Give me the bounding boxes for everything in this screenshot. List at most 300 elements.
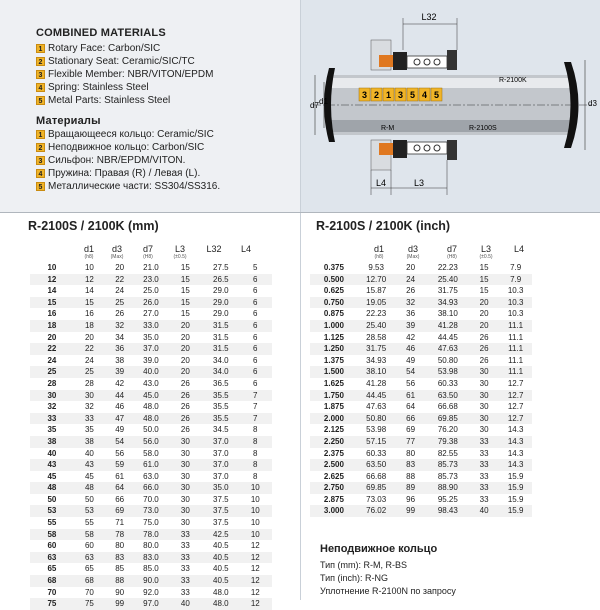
table-cell: 22.23 xyxy=(366,309,387,319)
table-cell: 66.68 xyxy=(437,402,458,412)
table-cell: 88 xyxy=(105,575,134,587)
table-cell: 56 xyxy=(115,448,125,458)
table-cell: 69 xyxy=(406,425,416,435)
material-text: Вращающееся кольцо: Ceramic/SIC xyxy=(48,129,214,140)
table-cell: 42 xyxy=(406,332,416,342)
table-row xyxy=(310,413,532,425)
column-header xyxy=(499,244,539,254)
table-cell: 43 xyxy=(74,459,105,471)
table-cell: 6 xyxy=(239,274,272,286)
number-badge: 4 xyxy=(36,169,45,178)
column-header xyxy=(226,244,266,254)
table-cell: 15 xyxy=(168,297,203,309)
table-cell: 41.28 xyxy=(366,378,387,388)
table-cell: 50 xyxy=(84,494,94,504)
table-cell: 63.50 xyxy=(358,459,395,471)
row-size-cell: 48 xyxy=(30,482,74,494)
table-cell: 39.0 xyxy=(143,355,159,365)
table-cell: 53 xyxy=(74,505,105,517)
table-cell: 30 xyxy=(180,518,190,528)
materials-en-list xyxy=(36,42,213,107)
row-size-cell: 43 xyxy=(30,459,74,471)
table-cell: 8 xyxy=(239,459,272,471)
row-size-cell: 18 xyxy=(30,320,74,332)
table-cell: 68 xyxy=(74,575,105,587)
tables-divider xyxy=(300,213,301,600)
table-cell: 85 xyxy=(115,564,125,574)
row-size-cell: 50 xyxy=(47,494,57,504)
number-badge: 5 xyxy=(36,96,45,105)
table-cell: 48.0 xyxy=(134,413,167,425)
table-cell: 32 xyxy=(84,402,94,412)
table-cell: 12 xyxy=(239,575,272,587)
row-size-cell: 10 xyxy=(47,263,57,272)
label-d7: d7 xyxy=(310,101,319,110)
row-size-cell: 1.250 xyxy=(310,343,358,355)
table-cell: 28 xyxy=(84,378,94,388)
table-cell: 40 xyxy=(168,598,203,610)
table-cell: 20 xyxy=(469,320,499,332)
row-size-cell: 0.875 xyxy=(323,309,344,319)
table-cell: 56 xyxy=(406,378,416,388)
table-cell: 14.3 xyxy=(499,436,532,448)
table-cell: 90 xyxy=(115,587,125,597)
materials-ru-item xyxy=(36,167,220,180)
row-size-cell: 1.375 xyxy=(323,355,344,365)
table-cell: 99 xyxy=(395,505,427,517)
table-row xyxy=(30,459,272,471)
row-size-cell: 0.625 xyxy=(323,286,344,296)
table-cell: 24 xyxy=(395,274,427,286)
column-header-sub: (h8) xyxy=(374,254,384,260)
column-header-label: L3 xyxy=(174,244,185,254)
table-row xyxy=(30,390,272,402)
table-cell: 12 xyxy=(239,552,272,564)
table-cell: 33 xyxy=(180,587,190,597)
note-title: Неподвижное кольцо xyxy=(320,543,438,555)
table-cell: 33 xyxy=(469,436,499,448)
spring-top xyxy=(407,56,447,68)
table-cell: 33 xyxy=(168,575,203,587)
shaft-highlight xyxy=(329,78,571,88)
table-cell: 33 xyxy=(168,552,203,564)
table-cell: 11.1 xyxy=(499,343,532,355)
table-row xyxy=(30,320,272,332)
table-row xyxy=(30,540,272,552)
column-header-sub: (h8) xyxy=(84,254,94,260)
number-badge: 2 xyxy=(36,143,45,152)
table-row xyxy=(310,424,532,436)
table-cell: 38.10 xyxy=(358,366,395,378)
table-cell: 56.0 xyxy=(134,436,167,448)
table-cell: 54 xyxy=(395,366,427,378)
row-size-cell: 1.750 xyxy=(310,390,358,402)
table-cell: 48.0 xyxy=(143,402,159,412)
materials-ru-item xyxy=(36,128,220,141)
table-cell: 40.5 xyxy=(203,575,238,587)
table-cell: 69.85 xyxy=(358,482,395,494)
table-cell: 40.5 xyxy=(213,541,229,551)
row-size-cell: 12 xyxy=(30,274,74,286)
material-text: Rotary Face: Carbon/SIC xyxy=(48,43,161,54)
table-cell: 66.68 xyxy=(366,471,387,481)
row-size-cell: 25 xyxy=(30,366,74,378)
table-cell: 15 xyxy=(168,274,203,286)
table-cell: 70 xyxy=(84,587,94,597)
table-row xyxy=(30,482,272,494)
table-row xyxy=(310,390,532,402)
table-cell: 26 xyxy=(180,425,190,435)
table-cell: 39 xyxy=(395,320,427,332)
table-cell: 37.0 xyxy=(134,343,167,355)
table-cell: 75.0 xyxy=(143,518,159,528)
table-cell: 6 xyxy=(253,378,258,388)
table-cell: 37.0 xyxy=(213,448,229,458)
table-cell: 33 xyxy=(479,494,489,504)
table-cell: 97.0 xyxy=(134,598,167,610)
row-size-cell: 65 xyxy=(47,564,57,574)
table-cell: 35.5 xyxy=(213,402,229,412)
table-cell: 14.3 xyxy=(499,459,532,471)
table-row xyxy=(310,320,532,332)
table-row xyxy=(310,297,532,309)
table-row xyxy=(310,262,532,274)
table-cell: 37.5 xyxy=(203,505,238,517)
row-size-cell: 35 xyxy=(47,425,57,435)
column-header-sub: (Max) xyxy=(110,254,124,260)
table-cell: 14.3 xyxy=(507,448,524,458)
table-cell: 32 xyxy=(395,297,427,309)
table-cell: 39 xyxy=(105,366,134,378)
table-cell: 11.1 xyxy=(499,366,532,378)
column-header-sub: (H8) xyxy=(143,254,153,260)
number-badge: 4 xyxy=(36,83,45,92)
table-cell: 20 xyxy=(115,263,125,272)
materials-ru-item xyxy=(36,141,220,154)
material-text: Пружина: Правая (R) / Левая (L). xyxy=(48,168,201,179)
table-cell: 80 xyxy=(406,448,416,458)
table-cell: 99 xyxy=(105,598,134,610)
table-cell: 27.5 xyxy=(213,263,229,272)
note-line-type-mm: Тип (mm): R-M, R-BS xyxy=(320,560,407,570)
table-cell: 33 xyxy=(180,541,190,551)
table-cell: 33 xyxy=(469,459,499,471)
table-cell: 25 xyxy=(105,297,134,309)
table-cell: 59 xyxy=(105,459,134,471)
table-cell: 30 xyxy=(469,413,499,425)
row-size-cell: 60 xyxy=(47,541,57,551)
row-size-cell: 45 xyxy=(47,471,57,481)
table-cell: 44.45 xyxy=(437,332,458,342)
column-header-label: d1 xyxy=(373,244,384,254)
table-cell: 23.0 xyxy=(134,274,167,286)
table-cell: 48.0 xyxy=(203,598,238,610)
table-cell: 25.40 xyxy=(358,320,395,332)
table-cell: 26.5 xyxy=(203,274,238,286)
table-cell: 66 xyxy=(395,413,427,425)
material-text: Spring: Stainless Steel xyxy=(48,82,149,93)
material-text: Stationary Seat: Ceramic/SIC/TC xyxy=(48,56,195,67)
table-cell: 38 xyxy=(74,436,105,448)
table-cell: 37.5 xyxy=(213,494,229,504)
table-cell: 96 xyxy=(406,494,416,504)
row-size-cell: 1.000 xyxy=(310,320,358,332)
table-cell: 69.85 xyxy=(427,413,469,425)
row-size-cell: 53 xyxy=(30,505,74,517)
table-cell: 8 xyxy=(253,448,258,458)
table-cell: 44 xyxy=(105,390,134,402)
table-cell: 20 xyxy=(479,309,489,319)
table-cell: 37.0 xyxy=(203,459,238,471)
table-cell: 6 xyxy=(253,332,258,342)
table-cell: 12 xyxy=(250,564,260,574)
column-header-label: L4 xyxy=(513,244,524,254)
table-cell: 47 xyxy=(105,413,134,425)
part-number-badges xyxy=(359,88,442,101)
table-cell: 30 xyxy=(168,459,203,471)
table-cell: 10 xyxy=(239,505,272,517)
table-cell: 30 xyxy=(469,390,499,402)
row-size-cell: 2.375 xyxy=(323,448,344,458)
table-row xyxy=(30,448,272,460)
table-cell: 79.38 xyxy=(427,436,469,448)
materials-ru-item xyxy=(36,154,220,167)
row-size-cell: 1.500 xyxy=(310,366,358,378)
table-cell: 6 xyxy=(239,343,272,355)
number-badge: 1 xyxy=(36,44,45,53)
material-text: Metal Parts: Stainless Steel xyxy=(48,95,171,106)
column-header-label: d3 xyxy=(407,244,418,254)
table-cell: 34.93 xyxy=(366,355,387,365)
row-size-cell: 15 xyxy=(30,297,74,309)
row-size-cell: 20 xyxy=(47,332,57,342)
table-cell: 80.0 xyxy=(143,541,159,551)
table-row xyxy=(310,378,532,390)
table-cell: 50.80 xyxy=(437,355,458,365)
table-cell: 10 xyxy=(250,518,260,528)
table-cell: 36 xyxy=(105,343,134,355)
table-cell: 33 xyxy=(479,448,489,458)
table-cell: 26 xyxy=(479,332,489,342)
number-badge: 1 xyxy=(36,130,45,139)
column-header-sub: (±0.5) xyxy=(479,254,493,260)
table-cell: 60.33 xyxy=(437,378,458,388)
table-cell: 54 xyxy=(105,436,134,448)
table-cell: 57.15 xyxy=(358,436,395,448)
column-header-sub: (H8) xyxy=(447,254,457,260)
table-cell: 30 xyxy=(469,366,499,378)
mm-table-header xyxy=(0,240,300,262)
table-cell: 15.87 xyxy=(366,286,387,296)
table-cell: 10.3 xyxy=(507,286,524,296)
label-l32: L32 xyxy=(421,12,437,22)
table-row xyxy=(30,297,272,309)
table-cell: 10 xyxy=(84,263,94,272)
table-row xyxy=(30,494,272,506)
table-cell: 30 xyxy=(180,471,190,481)
table-cell: 60.33 xyxy=(366,448,387,458)
table-cell: 34.5 xyxy=(213,425,229,435)
table-row xyxy=(310,459,532,471)
column-header-sub: (±0.5) xyxy=(173,254,187,260)
table-row xyxy=(30,575,272,587)
table-cell: 83 xyxy=(395,459,427,471)
table-cell: 12.7 xyxy=(507,402,524,412)
column-header-label: L32 xyxy=(206,244,222,254)
row-size-cell: 68 xyxy=(30,575,74,587)
table-cell: 46 xyxy=(395,343,427,355)
table-cell: 20 xyxy=(168,343,203,355)
table-cell: 12 xyxy=(250,541,260,551)
materials-ru-list xyxy=(36,128,220,193)
tag-r2100k: R-2100K xyxy=(499,77,527,84)
row-size-cell: 70 xyxy=(47,587,57,597)
table-cell: 37.5 xyxy=(213,518,229,528)
table-cell: 15.9 xyxy=(507,471,524,481)
mm-dimension-table xyxy=(30,262,272,610)
table-cell: 18 xyxy=(74,320,105,332)
table-cell: 31.5 xyxy=(213,332,229,342)
retainer-bottom xyxy=(447,140,457,160)
row-size-cell: 2.500 xyxy=(310,459,358,471)
table-cell: 28.58 xyxy=(366,332,387,342)
table-cell: 77 xyxy=(395,436,427,448)
table-cell: 38.10 xyxy=(437,309,458,319)
table-row xyxy=(30,366,272,378)
table-row xyxy=(30,413,272,425)
table-row xyxy=(310,285,532,297)
row-size-cell: 32 xyxy=(47,402,57,412)
row-size-cell: 2.625 xyxy=(323,471,344,481)
seat-top xyxy=(379,55,393,67)
table-cell: 66.0 xyxy=(134,482,167,494)
table-cell: 66 xyxy=(115,494,125,504)
label-l4: L4 xyxy=(375,178,387,188)
table-cell: 65 xyxy=(84,564,94,574)
table-cell: 64 xyxy=(105,482,134,494)
row-size-cell: 3.000 xyxy=(310,505,358,517)
table-cell: 9.53 xyxy=(368,263,384,272)
tag-r2100s: R-2100S xyxy=(469,125,497,132)
table-cell: 46 xyxy=(115,402,125,412)
table-cell: 12 xyxy=(74,274,105,286)
table-cell: 48.0 xyxy=(213,587,229,597)
table-cell: 22 xyxy=(105,274,134,286)
table-cell: 30 xyxy=(479,378,489,388)
tag-rm: R-M xyxy=(381,125,395,132)
table-cell: 12.7 xyxy=(499,390,532,402)
table-row xyxy=(30,552,272,564)
table-cell: 15 xyxy=(180,309,190,319)
column-header-sub: (Max) xyxy=(406,254,420,260)
table-cell: 16 xyxy=(84,309,94,319)
table-cell: 98.43 xyxy=(427,505,469,517)
row-size-cell: 22 xyxy=(30,343,74,355)
table-cell: 75 xyxy=(74,598,105,610)
table-cell: 30 xyxy=(168,505,203,517)
table-cell: 63.0 xyxy=(143,471,159,481)
table-cell: 6 xyxy=(253,309,258,319)
table-cell: 30 xyxy=(479,402,489,412)
table-cell: 22 xyxy=(74,343,105,355)
number-badge: 3 xyxy=(36,70,45,79)
table-cell: 71 xyxy=(115,518,125,528)
row-size-cell: 24 xyxy=(47,355,57,365)
table-row xyxy=(30,308,272,320)
table-cell: 92.0 xyxy=(143,587,159,597)
table-cell: 6 xyxy=(253,286,258,296)
table-row xyxy=(30,355,272,367)
table-cell: 20 xyxy=(168,320,203,332)
row-size-cell: 33 xyxy=(30,413,74,425)
table-cell: 85.73 xyxy=(427,459,469,471)
inch-table-header xyxy=(300,240,600,262)
table-cell: 20 xyxy=(168,366,203,378)
rotary-face-top xyxy=(393,52,407,70)
table-cell: 61.0 xyxy=(134,459,167,471)
table-cell: 26 xyxy=(406,286,416,296)
table-cell: 15 xyxy=(180,263,190,272)
table-cell: 36.5 xyxy=(213,378,229,388)
table-row xyxy=(310,401,532,413)
row-size-cell: 55 xyxy=(47,518,57,528)
table-cell: 15 xyxy=(479,263,489,272)
materials-en-item xyxy=(36,81,213,94)
table-row xyxy=(310,448,532,460)
table-cell: 49 xyxy=(406,355,416,365)
table-cell: 34.93 xyxy=(427,297,469,309)
inch-dimension-table xyxy=(310,262,532,517)
table-cell: 69 xyxy=(105,505,134,517)
spring-bottom xyxy=(407,142,447,154)
table-row xyxy=(310,471,532,483)
table-cell: 88 xyxy=(406,471,416,481)
materials-ru-item xyxy=(36,180,220,193)
table-cell: 10.3 xyxy=(507,309,524,319)
table-cell: 42 xyxy=(115,378,125,388)
table-cell: 76.02 xyxy=(358,505,395,517)
table-cell: 58 xyxy=(74,529,105,541)
table-cell: 37.0 xyxy=(213,471,229,481)
row-size-cell: 2.000 xyxy=(310,413,358,425)
table-cell: 70.0 xyxy=(143,494,159,504)
table-row xyxy=(310,505,532,517)
column-header-label: d7 xyxy=(446,244,457,254)
materials-en-item xyxy=(36,55,213,68)
row-size-cell: 40 xyxy=(47,448,57,458)
table-cell: 15 xyxy=(74,297,105,309)
table-cell: 42.5 xyxy=(203,529,238,541)
table-cell: 40 xyxy=(84,448,94,458)
table-row xyxy=(310,274,532,286)
table-cell: 73.0 xyxy=(134,505,167,517)
table-cell: 30 xyxy=(479,425,489,435)
row-size-cell: 0.750 xyxy=(310,297,358,309)
shaft-shadow xyxy=(329,120,571,132)
table-cell: 35.5 xyxy=(203,390,238,402)
column-header-label: d7 xyxy=(142,244,153,254)
table-row xyxy=(310,436,532,448)
part-badge-number: 5 xyxy=(409,90,416,100)
table-cell: 15.9 xyxy=(499,482,532,494)
part-badge-number: 3 xyxy=(361,90,368,100)
row-size-cell: 14 xyxy=(47,286,57,296)
table-cell: 40.0 xyxy=(134,366,167,378)
materials-en-title: COMBINED MATERIALS xyxy=(36,27,166,39)
row-size-cell: 0.375 xyxy=(323,263,344,272)
table-row xyxy=(310,355,532,367)
table-cell: 10.3 xyxy=(499,297,532,309)
